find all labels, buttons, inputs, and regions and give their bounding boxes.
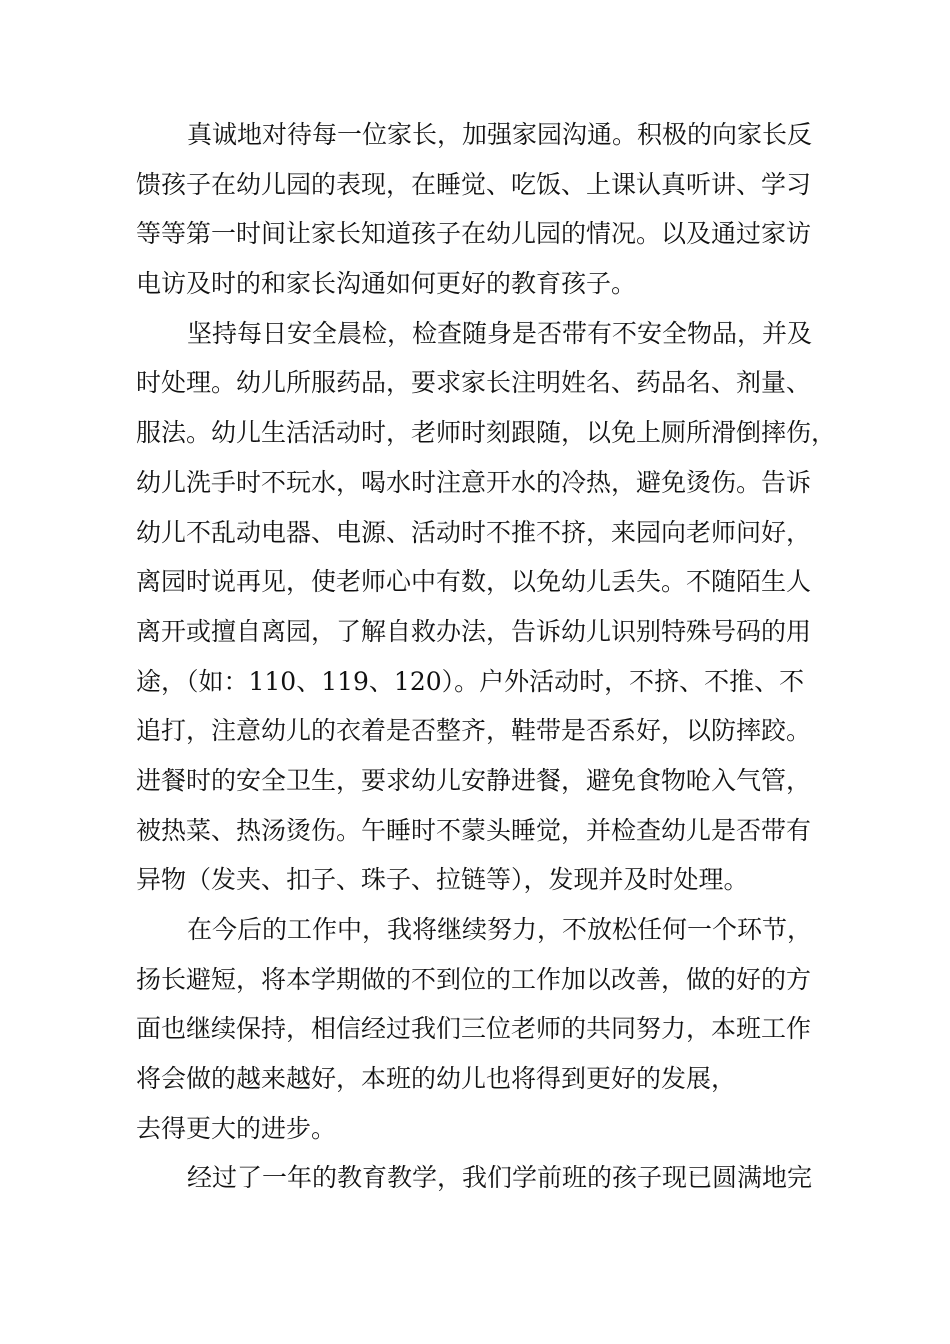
paragraph-line: 电访及时的和家长沟通如何更好的教育孩子。 xyxy=(136,269,637,299)
paragraph-line: 幼儿洗手时不玩水，喝水时注意开水的冷热，避免烫伤。告诉 xyxy=(136,467,812,497)
paragraph-line: 将会做的越来越好，本班的幼儿也将得到更好的发展， xyxy=(136,1064,737,1094)
paragraph-line: 异物（发夹、扣子、珠子、拉链等），发现并及时处理。 xyxy=(136,865,749,895)
paragraph-line: 追打，注意幼儿的衣着是否整齐，鞋带是否系好，以防摔跤。 xyxy=(136,716,812,746)
paragraph-line: 经过了一年的教育教学，我们学前班的孩子现已圆满地完 xyxy=(187,1163,813,1193)
paragraph-line: 扬长避短，将本学期做的不到位的工作加以改善，做的好的方 xyxy=(136,964,812,994)
paragraph-line: 途，（如：110、119、120）。户外活动时，不挤、不推、不 xyxy=(136,666,805,696)
paragraph-line: 等等第一时间让家长知道孩子在幼儿园的情况。以及通过家访 xyxy=(136,219,812,249)
paragraph-line: 坚持每日安全晨检，检查随身是否带有不安全物品，并及 xyxy=(187,318,813,348)
paragraph-line: 被热菜、热汤烫伤。午睡时不蒙头睡觉，并检查幼儿是否带有 xyxy=(136,815,812,845)
paragraph-line: 进餐时的安全卫生，要求幼儿安静进餐，避免食物呛入气管， xyxy=(136,765,812,795)
paragraph-line: 离开或擅自离园，了解自救办法，告诉幼儿识别特殊号码的用 xyxy=(136,616,812,646)
paragraph-line: 离园时说再见，使老师心中有数，以免幼儿丢失。不随陌生人 xyxy=(136,567,812,597)
paragraph-line: 幼儿不乱动电器、电源、活动时不推不挤，来园向老师问好， xyxy=(136,517,812,547)
paragraph-line: 时处理。幼儿所服药品，要求家长注明姓名、药品名、剂量、 xyxy=(136,368,812,398)
paragraph-line: 真诚地对待每一位家长，加强家园沟通。积极的向家长反 xyxy=(187,120,813,149)
paragraph-line: 馈孩子在幼儿园的表现，在睡觉、吃饭、上课认真听讲、学习 xyxy=(136,169,812,199)
paragraph-line: 服法。幼儿生活活动时，老师时刻跟随，以免上厕所滑倒摔伤， xyxy=(136,418,837,448)
document-body xyxy=(136,110,836,1203)
paragraph-line: 去得更大的进步。 xyxy=(136,1113,337,1143)
paragraph-line: 在今后的工作中，我将继续努力，不放松任何一个环节， xyxy=(187,915,813,944)
paragraph-line: 面也继续保持，相信经过我们三位老师的共同努力，本班工作 xyxy=(136,1014,812,1044)
